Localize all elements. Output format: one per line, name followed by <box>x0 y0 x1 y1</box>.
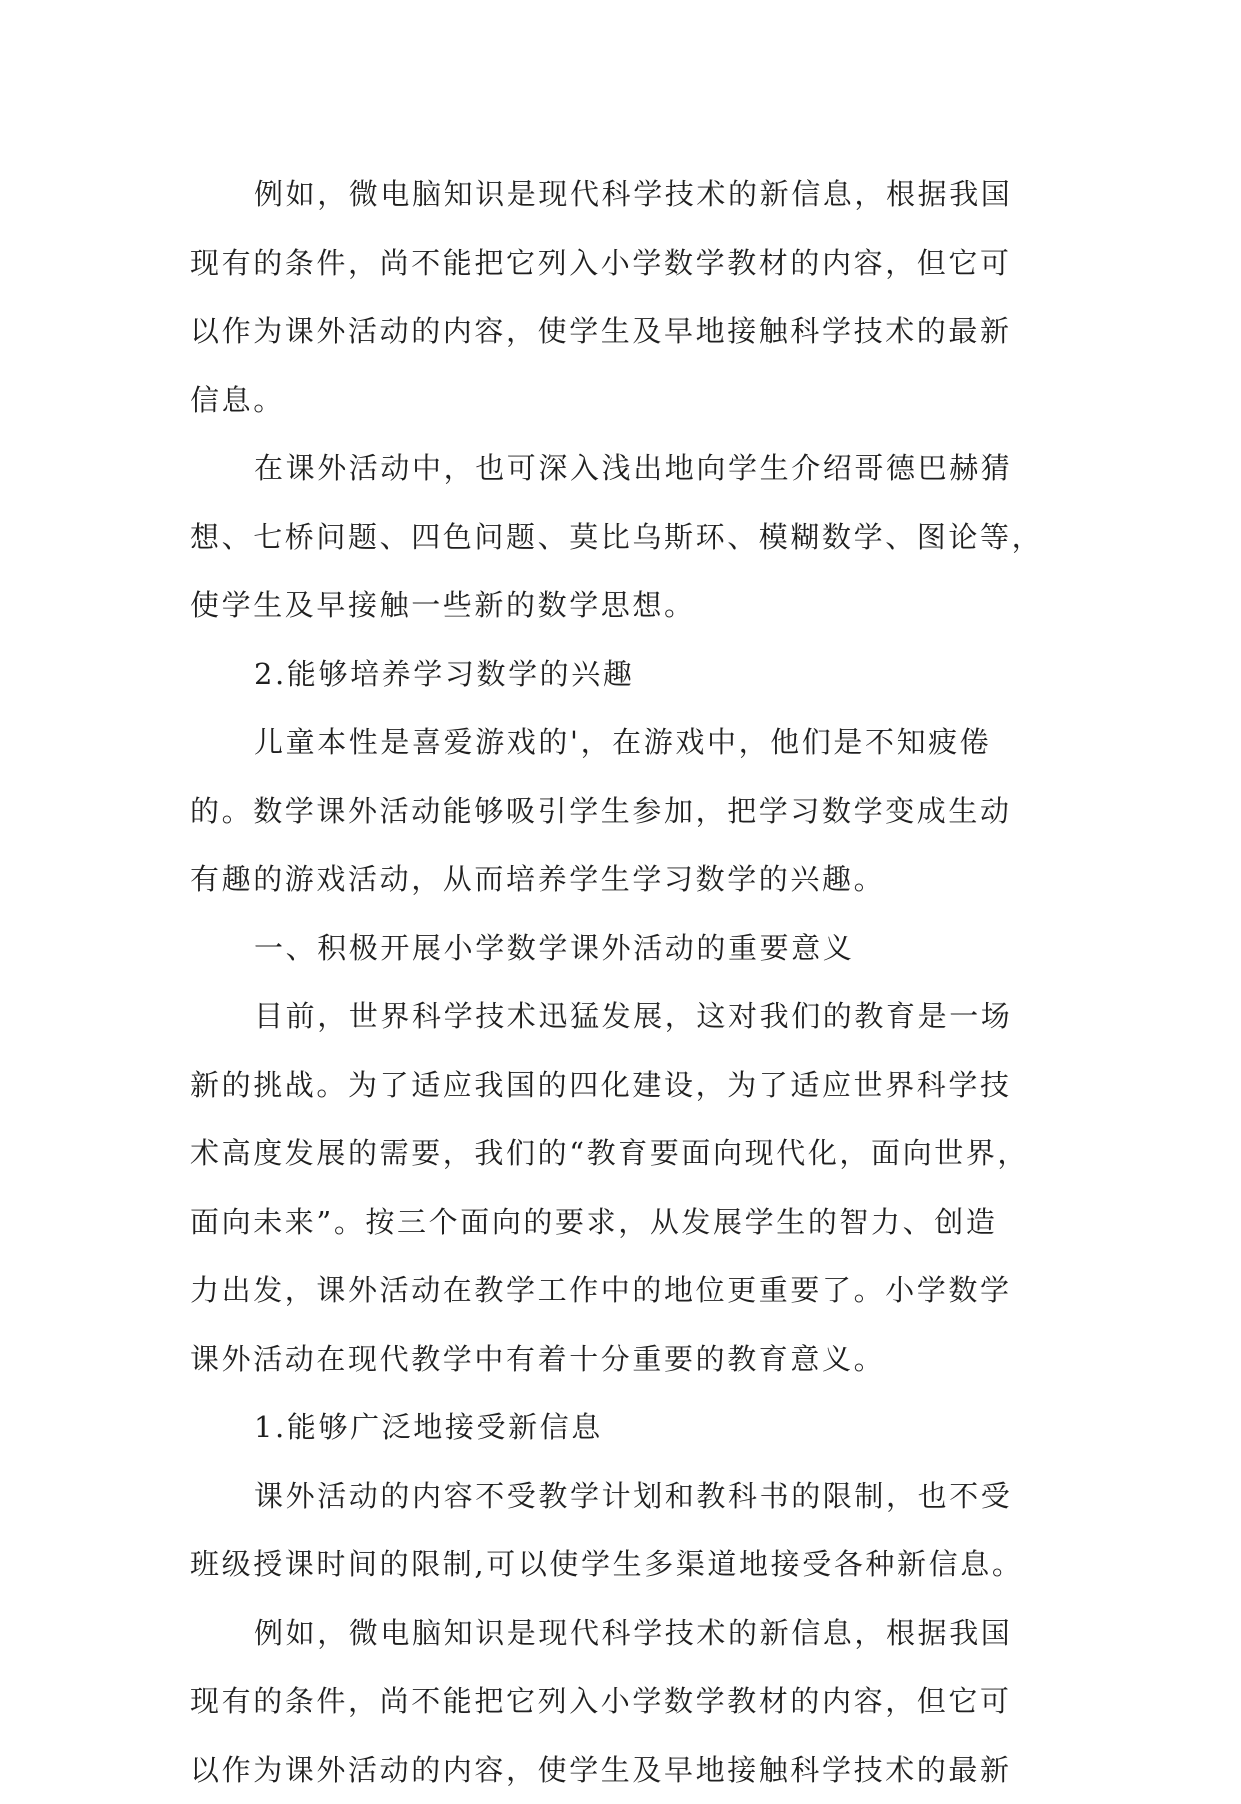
document-body <box>190 160 1055 1804</box>
text-line: 班级授课时间的限制,可以使学生多渠道地接受各种新信息。 <box>190 1530 1055 1599</box>
text-line: 在课外活动中，也可深入浅出地向学生介绍哥德巴赫猜 <box>190 434 1055 503</box>
text-line: 例如，微电脑知识是现代科学技术的新信息，根据我国 <box>190 1599 1055 1668</box>
text-line: 力出发，课外活动在教学工作中的地位更重要了。小学数学 <box>190 1256 1055 1325</box>
text-line: 想、七桥问题、四色问题、莫比乌斯环、模糊数学、图论等， <box>190 503 1055 572</box>
text-line: 课外活动在现代教学中有着十分重要的教育意义。 <box>190 1325 1055 1394</box>
text-line: 现有的条件，尚不能把它列入小学数学教材的内容，但它可 <box>190 1667 1055 1736</box>
text-line: 课外活动的内容不受教学计划和教科书的限制，也不受 <box>190 1462 1055 1531</box>
text-line: 新的挑战。为了适应我国的四化建设，为了适应世界科学技 <box>190 1051 1055 1120</box>
section-heading: 一、积极开展小学数学课外活动的重要意义 <box>190 914 1055 983</box>
section-heading: 2.能够培养学习数学的兴趣 <box>190 640 1055 709</box>
text-line: 目前，世界科学技术迅猛发展，这对我们的教育是一场 <box>190 982 1055 1051</box>
text-line: 例如，微电脑知识是现代科学技术的新信息，根据我国 <box>190 160 1055 229</box>
section-heading: 1.能够广泛地接受新信息 <box>190 1393 1055 1462</box>
text-line: 以作为课外活动的内容，使学生及早地接触科学技术的最新 <box>190 297 1055 366</box>
text-line: 儿童本性是喜爱游戏的'，在游戏中，他们是不知疲倦 <box>190 708 1055 777</box>
text-line: 的。数学课外活动能够吸引学生参加，把学习数学变成生动 <box>190 777 1055 846</box>
text-line: 现有的条件，尚不能把它列入小学数学教材的内容，但它可 <box>190 229 1055 298</box>
text-line: 面向未来”。按三个面向的要求，从发展学生的智力、创造 <box>190 1188 1055 1257</box>
text-line: 有趣的游戏活动，从而培养学生学习数学的兴趣。 <box>190 845 1055 914</box>
text-line: 术高度发展的需要，我们的“教育要面向现代化，面向世界， <box>190 1119 1055 1188</box>
text-line: 以作为课外活动的内容，使学生及早地接触科学技术的最新 <box>190 1736 1055 1804</box>
text-line: 使学生及早接触一些新的数学思想。 <box>190 571 1055 640</box>
text-line: 信息。 <box>190 366 1055 435</box>
